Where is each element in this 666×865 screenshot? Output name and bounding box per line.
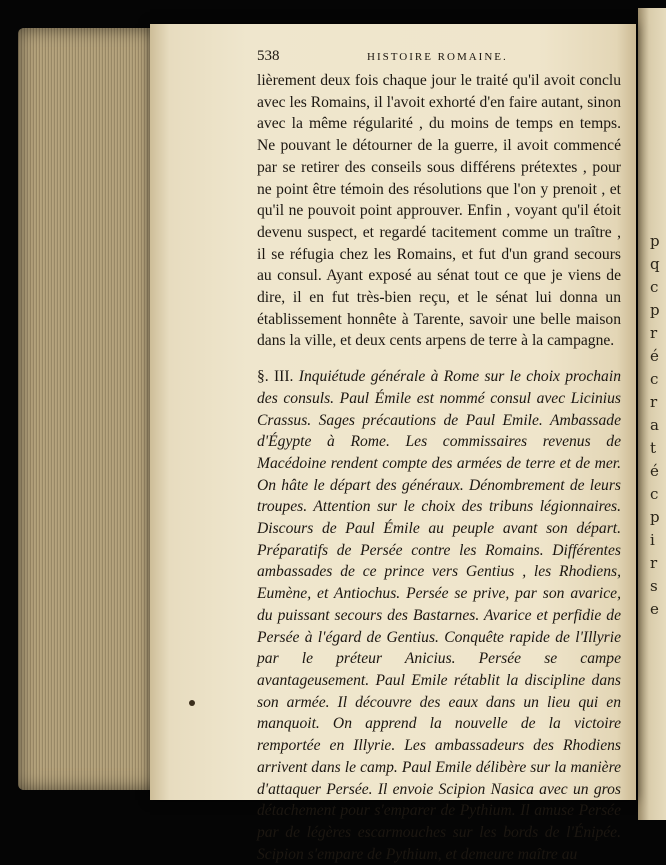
facing-page-letter: é (650, 347, 659, 365)
facing-page-letter: r (650, 324, 658, 342)
facing-page-letters (650, 230, 660, 621)
facing-page-letter: r (650, 393, 658, 411)
section-label: §. III. (257, 368, 299, 386)
facing-page-letter: e (650, 600, 659, 618)
section-summary (257, 366, 621, 865)
facing-page-letter: p (650, 508, 660, 526)
facing-page-letter: r (650, 554, 658, 572)
body-paragraph: lièrement deux fois chaque jour le traité qu'il avoit conclu avec les Romains, il l'avoit exhorté d'en faire autant, sinon avec la même régularité , du moins de temps en temps. Ne pouvant le détourner de la guerre, il avoit commencé par se retirer des conseils sous différens prétextes , pour ne point être témoin des résolutions que l'on y prenoit , et qu'il ne pouvoit point approuver. Enfin , voyant qu'il étoit devenu suspect, et regardé tacitement comme un traître , il se réfugia chez les Romains, et fut d'un grand secours au consul. Ayant exposé au sénat tout ce que je viens de dire, il en fut très-bien reçu, et le sénat lui donna un établissement honnête à Tarente, savoir une belle maison dans la ville, et deux cents arpens de terre à la campagne. (257, 72, 621, 350)
running-header (257, 48, 621, 70)
facing-page-letter: q (650, 255, 660, 273)
facing-page-letter: c (650, 485, 659, 503)
facing-page-letter: p (650, 301, 660, 319)
ink-spot (189, 700, 195, 706)
summary-text: Inquiétude générale à Rome sur le choix prochain des consuls. Paul Émile est nommé consul avec Licinius Crassus. Sages précautions de Paul Emile. Ambassade d'Égypte à Rome. Les commissaires revenus de Macédoine rendent compte des armées de terre et de mer. On hâte le départ des généraux. Dénombrement de leurs troupes. Attention sur le choix des tribuns légionnaires. Discours de Paul Émile au peuple avant son départ. Préparatifs de Persée contre les Romains. Différentes ambassades de ce prince vers Gentius , les Rhodiens, Eumène, et Antiochus. Persée se prive, par son avarice, du puissant secours des Bastarnes. Avarice et perfidie de Persée à l'égard de Gentius. Conquête rapide de l'Illyrie par le préteur Anicius. Persée se campe avantageusement. Paul Emile rétablit la discipline dans son armée. Il découvre des eaux dans un lieu qui en manquoit. On apprend la nouvelle de la victoire remportée en Illyrie. Les ambassadeurs des Rhodiens arrivent dans le camp. Paul Emile délibère sur la manière d'attaquer Persée. Il envoie Scipion Nasica avec un gros détachement pour s'emparer de Pythium. Il amuse Persée par de légères escarmouches sur les bords de l'Énipée. Scipion s'empare de Pythium, et demeure maître au (257, 368, 621, 863)
page-number: 538 (257, 48, 280, 64)
page-block-edge (18, 28, 168, 790)
facing-page-letter: i (650, 531, 655, 549)
facing-page-letter: t (650, 439, 657, 457)
facing-page-letter: c (650, 370, 659, 388)
facing-page-letter: p (650, 232, 660, 250)
page-text (257, 48, 621, 865)
facing-page-letter: é (650, 462, 659, 480)
facing-page-letter: a (650, 416, 659, 434)
facing-page-letter: s (650, 577, 658, 595)
running-title: HISTOIRE ROMAINE. (367, 51, 508, 63)
facing-page-letter: c (650, 278, 659, 296)
